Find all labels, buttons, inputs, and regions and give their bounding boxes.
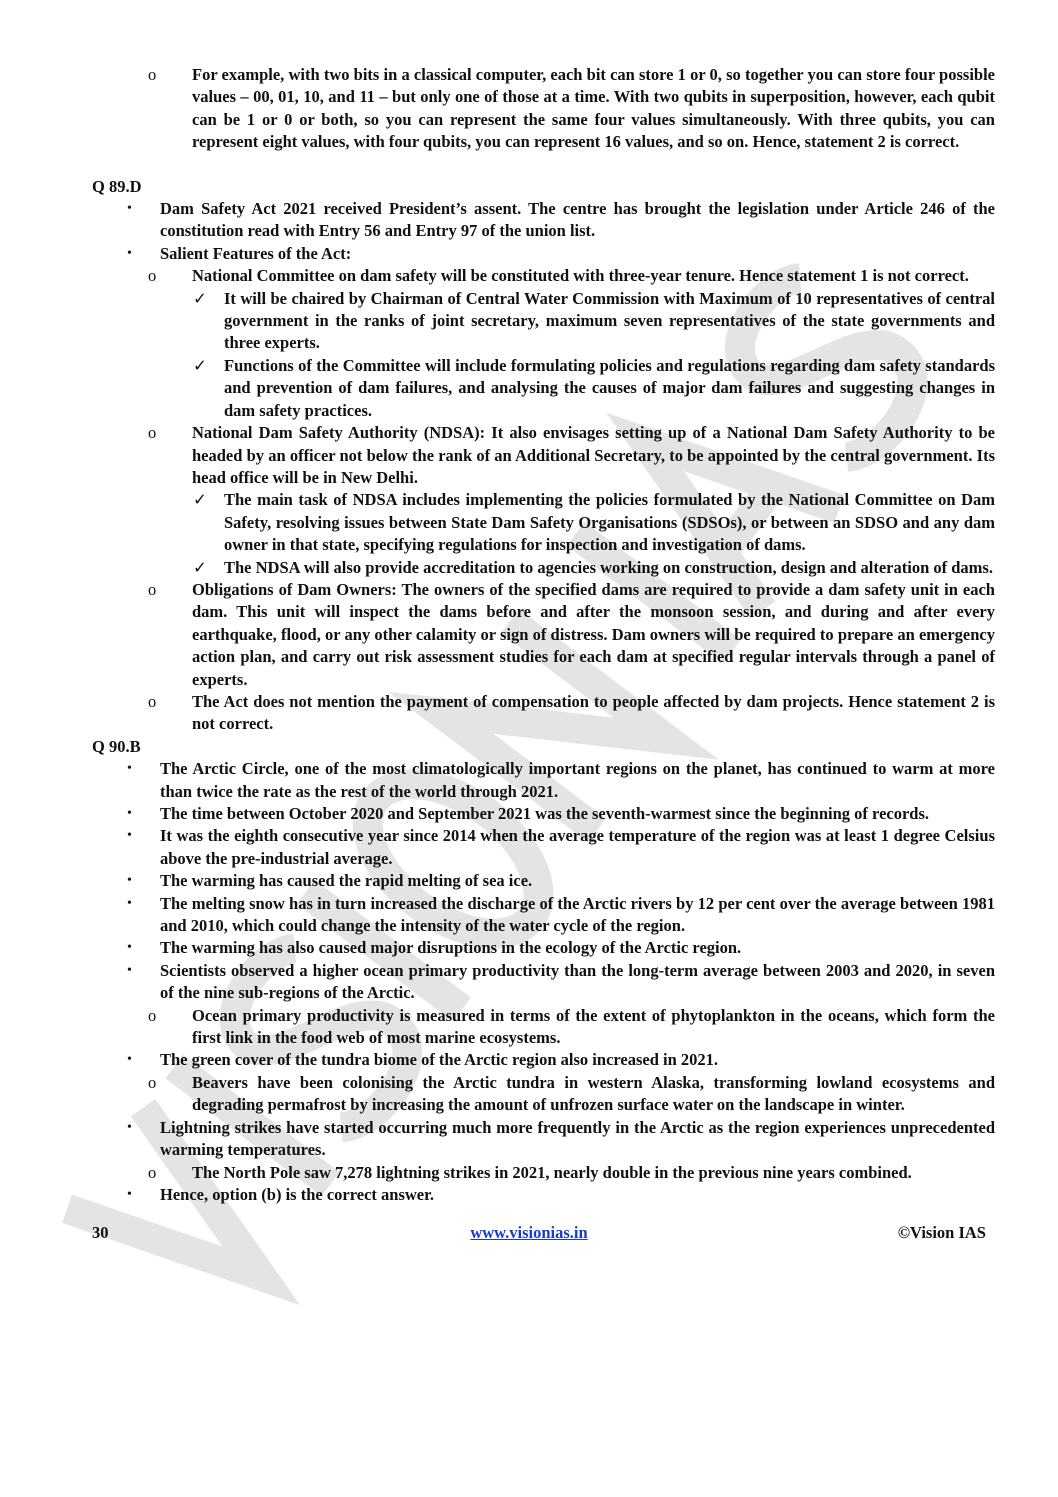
circle-bullet-icon: o bbox=[148, 691, 157, 711]
circle-bullet-icon: o bbox=[148, 423, 157, 443]
page-footer bbox=[0, 1222, 1058, 1246]
checkmark-icon: ✓ bbox=[193, 288, 207, 308]
item-text: It was the eighth consecutive year since 2014 when the average temperature of the region was at least 1 degree Celsius above the pre-industrial average. bbox=[160, 826, 995, 868]
list-item bbox=[0, 355, 995, 422]
checkmark-icon: ✓ bbox=[193, 355, 207, 375]
bullet-icon: • bbox=[127, 201, 132, 217]
list-item bbox=[0, 893, 995, 938]
item-text: National Dam Safety Authority (NDSA): It also envisages setting up of a National Dam Safety Authority to be headed by an officer not below the rank of an Additional Secretary, to be appointed by the central government. Its head office will be in New Delhi. bbox=[192, 423, 995, 487]
item-text: The North Pole saw 7,278 lightning strikes in 2021, nearly double in the previous nine years combined. bbox=[192, 1162, 912, 1182]
bullet-icon: • bbox=[127, 828, 132, 844]
circle-bullet-icon: o bbox=[148, 65, 157, 84]
list-item bbox=[0, 265, 995, 287]
list-item bbox=[0, 422, 995, 489]
bullet-icon: • bbox=[127, 245, 132, 261]
list-item bbox=[0, 1117, 995, 1162]
list-item bbox=[0, 870, 995, 892]
list-item bbox=[0, 937, 995, 959]
item-text: National Committee on dam safety will be constituted with three-year tenure. Hence statement 1 is not correct. bbox=[192, 266, 969, 286]
item-text: The warming has caused the rapid melting of sea ice. bbox=[160, 871, 533, 891]
circle-bullet-icon: o bbox=[148, 1005, 157, 1025]
list-item bbox=[0, 960, 995, 1005]
bullet-icon: • bbox=[127, 895, 132, 911]
item-text: It will be chaired by Chairman of Central Water Commission with Maximum of 10 representatives of central government in the ranks of joint secretary, maximum seven representatives of the state governments and three experts. bbox=[224, 288, 995, 353]
item-text: Salient Features of the Act: bbox=[160, 243, 352, 263]
item-text: Dam Safety Act 2021 received President’s assent. The centre has brought the legislation under Article 246 of the constitution read with Entry 56 and Entry 97 of the union list. bbox=[160, 199, 995, 241]
list-item bbox=[0, 1162, 995, 1184]
list-item bbox=[0, 243, 995, 265]
bullet-icon: • bbox=[127, 1186, 132, 1202]
circle-bullet-icon: o bbox=[148, 266, 157, 286]
list-item bbox=[0, 758, 995, 803]
list-item bbox=[0, 579, 995, 691]
item-text: Obligations of Dam Owners: The owners of the specified dams are required to provide a dam safety unit in each dam. This unit will inspect the dams before and after the monsoon session, and during and after every earthquake, flood, or any other calamity or sign of distress. Dam owners will be required to prepare an emergency action plan, and carry out risk assessment studies for each dam at specified regular intervals through a panel of experts. bbox=[192, 579, 995, 689]
list-item bbox=[0, 489, 995, 556]
item-text: Q 90.B bbox=[92, 736, 141, 756]
page-number: 30 bbox=[92, 1223, 109, 1243]
item-text: Functions of the Committee will include formulating policies and regulations regarding dam safety standards and prevention of dam failures, and analysing the causes of major dam failures and suggesting changes in dam safety practices. bbox=[224, 355, 995, 420]
item-text: The green cover of the tundra biome of the Arctic region also increased in 2021. bbox=[160, 1050, 719, 1070]
item-text: Q 89.D bbox=[92, 176, 142, 196]
item-text: Beavers have been colonising the Arctic tundra in western Alaska, transforming lowland ecosystems and degrading permafrost by increasing the amount of unfrozen surface water on the landscape in winter. bbox=[192, 1072, 995, 1115]
copyright: ©Vision IAS bbox=[897, 1223, 986, 1243]
item-text: Scientists observed a higher ocean primary productivity than the long-term average between 2003 and 2020, in seven of the nine sub-regions of the Arctic. bbox=[160, 960, 995, 1003]
document-body bbox=[0, 64, 1058, 1206]
bullet-icon: • bbox=[127, 1119, 132, 1135]
list-item bbox=[0, 64, 995, 154]
list-item bbox=[0, 288, 995, 355]
item-text: The melting snow has in turn increased the discharge of the Arctic rivers by 12 per cent over the average between 1981 and 2010, which could change the intensity of the water cycle of the region. bbox=[160, 893, 995, 936]
list-item bbox=[0, 825, 995, 870]
item-text: The Act does not mention the payment of compensation to people affected by dam projects. Hence statement 2 is not correct. bbox=[192, 691, 995, 734]
list-item bbox=[0, 557, 995, 579]
item-text: The time between October 2020 and September 2021 was the seventh-warmest since the beginning of records. bbox=[160, 804, 930, 823]
bullet-icon: • bbox=[127, 761, 132, 777]
list-item bbox=[0, 1049, 995, 1071]
list-item bbox=[0, 691, 995, 736]
bullet-icon: • bbox=[127, 873, 132, 889]
circle-bullet-icon: o bbox=[148, 1072, 157, 1092]
list-item bbox=[0, 198, 995, 243]
list-item bbox=[0, 1184, 995, 1206]
list-item bbox=[0, 803, 995, 825]
checkmark-icon: ✓ bbox=[193, 557, 207, 577]
bullet-icon: • bbox=[127, 806, 132, 821]
checkmark-icon: ✓ bbox=[193, 490, 207, 510]
item-text: For example, with two bits in a classical computer, each bit can store 1 or 0, so together you can store four possible values – 00, 01, 10, and 11 – but only one of those at a time. With two qubits in superposition, however, each qubit can be 1 or 0 or both, so you can represent the same four values simultaneously. With three qubits, you can represent eight values, with four qubits, you can represent 16 values, and so on. Hence, statement 2 is correct. bbox=[192, 65, 995, 152]
item-text: The Arctic Circle, one of the most climatologically important regions on the planet, has continued to warm at more than twice the rate as the rest of the world through 2021. bbox=[160, 759, 995, 801]
list-item bbox=[0, 1072, 995, 1117]
item-text: The NDSA will also provide accreditation to agencies working on construction, design and alteration of dams. bbox=[224, 557, 993, 577]
question-heading bbox=[0, 176, 1058, 198]
item-text: The warming has also caused major disruptions in the ecology of the Arctic region. bbox=[160, 938, 742, 958]
bullet-icon: • bbox=[127, 962, 132, 978]
item-text: The main task of NDSA includes implementing the policies formulated by the National Committee on Dam Safety, resolving issues between State Dam Safety Organisations (SDSOs), or between an SDSO and any dam owner in that state, specifying regulations for inspection and investigation of dams. bbox=[224, 490, 995, 555]
circle-bullet-icon: o bbox=[148, 579, 157, 599]
website-link[interactable]: www.visionias.in bbox=[470, 1223, 588, 1243]
item-text: Hence, option (b) is the correct answer. bbox=[160, 1184, 435, 1204]
item-text: Lightning strikes have started occurring much more frequently in the Arctic as the region experiences unprecedented warming temperatures. bbox=[160, 1117, 995, 1160]
circle-bullet-icon: o bbox=[148, 1162, 157, 1182]
question-heading bbox=[0, 736, 1058, 758]
bullet-icon: • bbox=[127, 1052, 132, 1068]
item-text: Ocean primary productivity is measured in terms of the extent of phytoplankton in the oceans, which form the first link in the food web of most marine ecosystems. bbox=[192, 1005, 995, 1048]
bullet-icon: • bbox=[127, 940, 132, 956]
list-item bbox=[0, 1005, 995, 1050]
